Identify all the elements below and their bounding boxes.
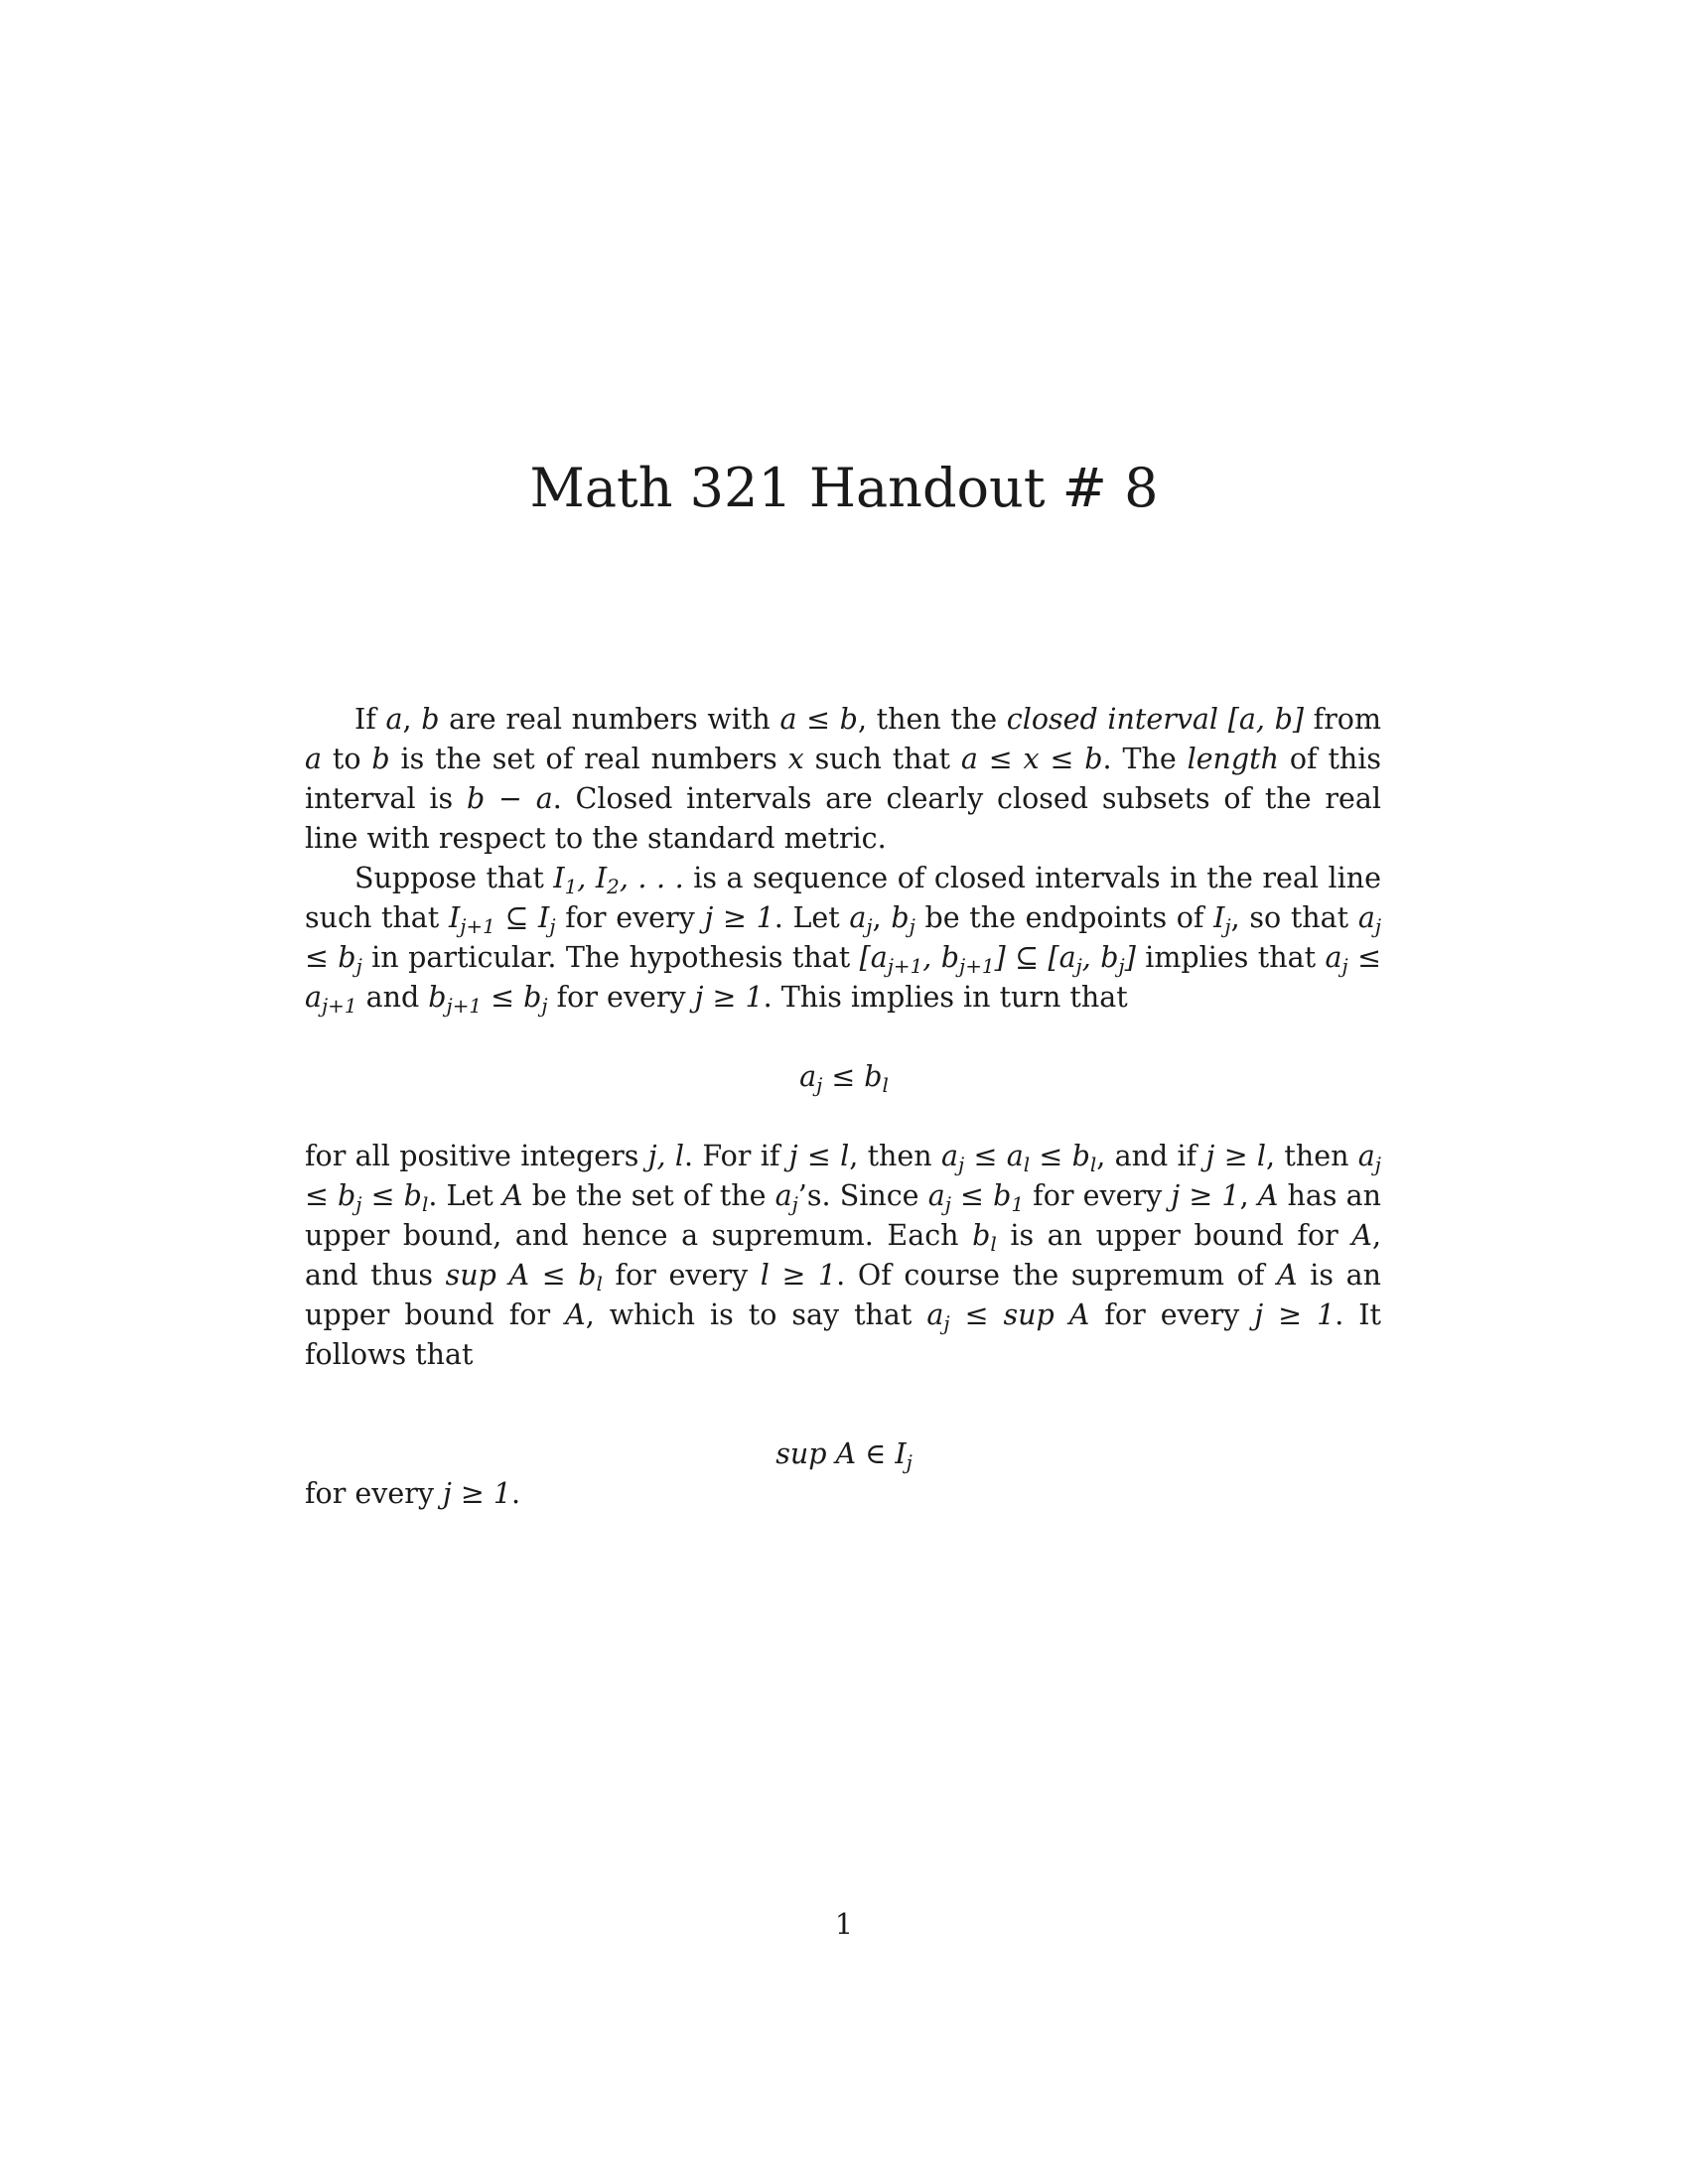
paragraph-supremum-argument: [305, 1137, 1381, 1375]
page-number: 1: [834, 1908, 854, 1941]
paragraph-conclusion: [305, 1474, 1381, 1514]
paragraph-closed-interval-definition: [305, 700, 1381, 859]
term-length: length: [1187, 743, 1279, 775]
paragraph-nested-intervals: [305, 859, 1381, 1018]
term-closed-interval: closed interval: [1006, 703, 1219, 736]
paragraph-text: for all positive integers j, l. For if j ≤ l, then $a_j \le a_l \le b_l$, and if j ≥ l, then $a_j \le b_j \le b_l$. Let A be the set of the $a_j’s$. Since $a_j \le b_1$ for every j ≥ 1, A has an upper bound, and hence a supremum. Each $b_l$ is an upper bound for A, and thus sup $A \le b_l$ for every l ≥ 1. Of course the supremum of A is an upper bound for A, which is to say that $a_j$ ≤ sup A for every j ≥ 1. It follows that: [305, 1140, 1382, 1371]
display-equation-aj-le-bl: $a_j \le b_l$: [799, 1060, 889, 1097]
paragraph-text: for every j ≥ 1.: [305, 1477, 521, 1510]
paragraph-text: If a, b are real numbers with a ≤ b, then the closed interval [a, b] from a to b is the set of real numbers x such that a ≤ x ≤ b. The length of this interval is b − a. Closed intervals are clearly closed subsets of the real line with respect to the standard metric.: [305, 703, 1382, 855]
paragraph-text: Suppose that $I_1$, $I_2$, . . . is a sequence of closed intervals in the real line such that $I_{j+1}$ ⊆ $I_j$ for every j ≥ 1. Let $a_j$, $b_j$ be the endpoints of $I_j$, so that $a_j \le b_j$ in particular. The hypothesis that [$a_{j+1}$, $b_{j+1}$] ⊆ [$a_j$, $b_j$] implies that $a_j \le a_{j+1}$ and $b_{j+1} \le b_j$ for every j ≥ 1. This implies in turn that: [305, 862, 1381, 1018]
page-title: Math 321 Handout # 8: [529, 457, 1159, 519]
display-equation-sup-in-interval: sup A ∈ $I_j$: [775, 1437, 913, 1474]
